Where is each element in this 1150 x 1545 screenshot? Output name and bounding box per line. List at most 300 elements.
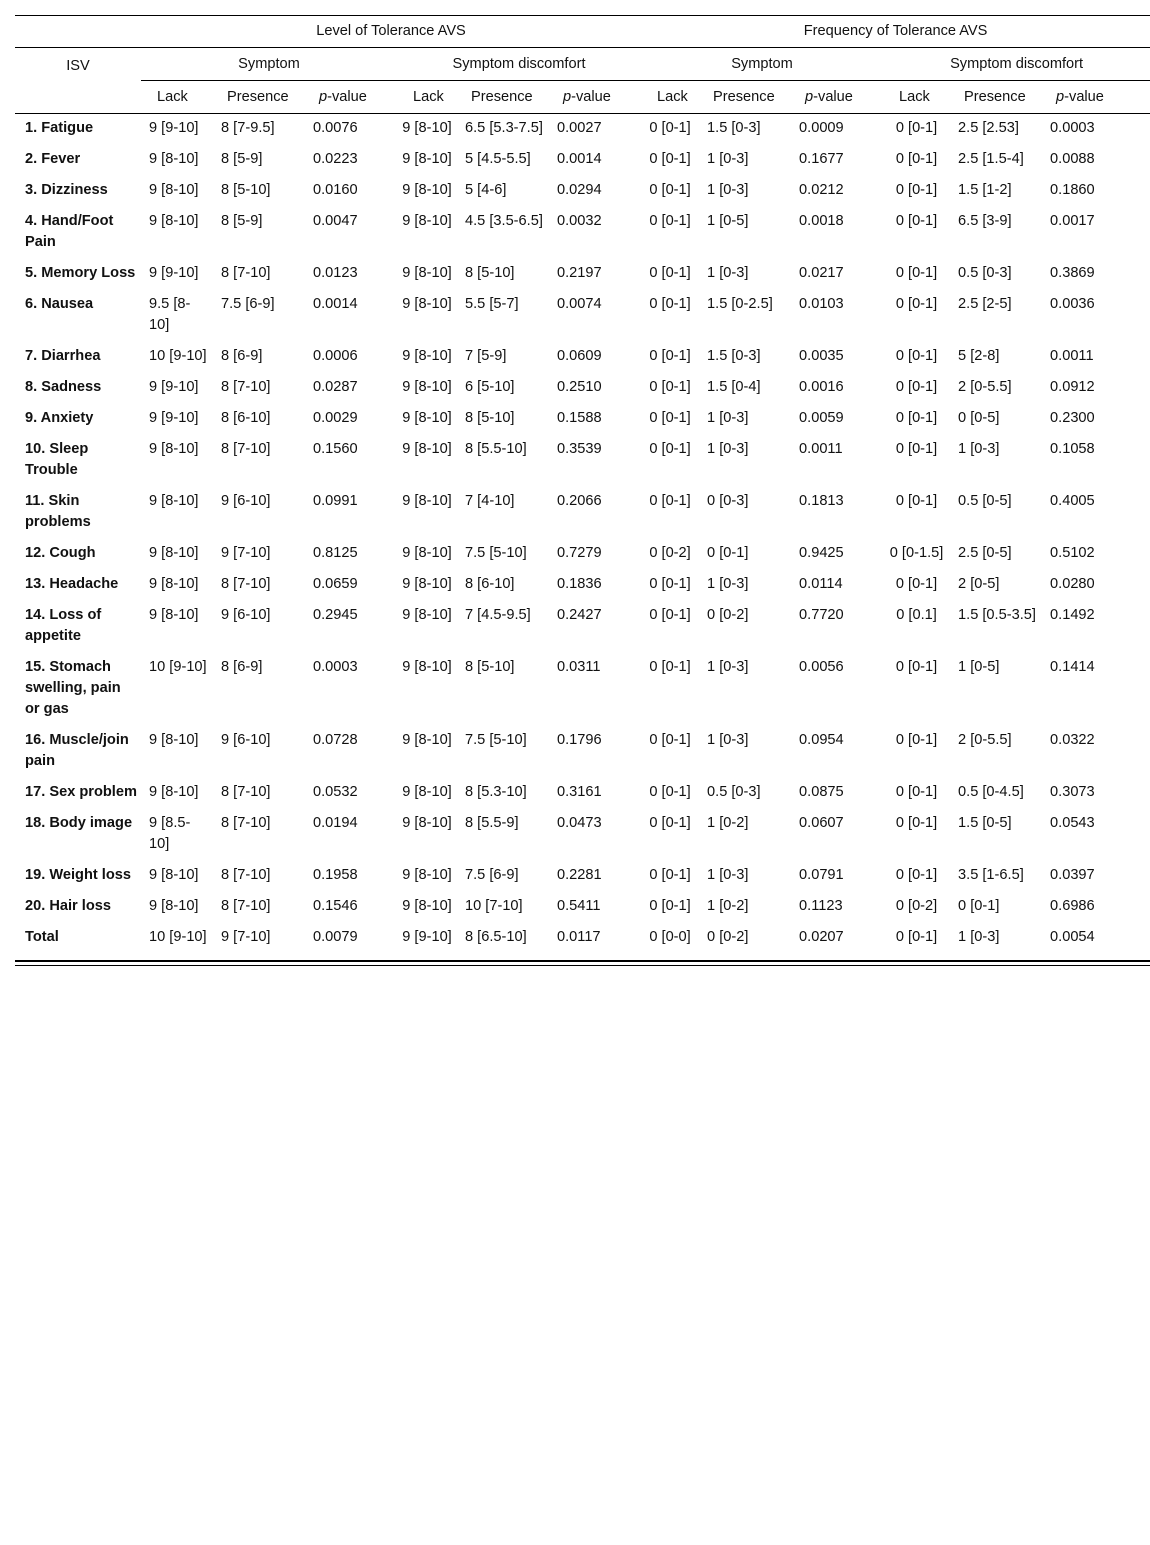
table-cell: 8 [6-9] (221, 659, 263, 675)
table-cell: 9 [8-10] (149, 607, 199, 623)
table-cell: 9 [9-10] (149, 379, 199, 395)
table-cell: 0.0079 (313, 929, 358, 945)
table-cell: 0.4005 (1050, 493, 1095, 509)
table-cell: 0.0991 (313, 493, 358, 509)
table-cell: 2 [0-5] (958, 576, 1000, 592)
table-cell: 0.0160 (313, 182, 358, 198)
table-cell: 5.5 [5-7] (465, 296, 519, 312)
table-cell: 0.3869 (1050, 265, 1095, 281)
table-cell: 0 [0-1] (895, 784, 938, 800)
table-cell: 9 [9-10] (149, 265, 199, 281)
table-cell: 0 [0-1] (895, 151, 938, 167)
table-cell: 8 [5.5-10] (465, 441, 527, 457)
table-cell: 0.3073 (1050, 784, 1095, 800)
table-cell: 9 [8-10] (402, 410, 452, 426)
table-cell: 9 [8-10] (402, 867, 452, 883)
table-cell: 9 [8-10] (402, 182, 452, 198)
table-cell: 0.2945 (313, 607, 358, 623)
table-cell: 9 [8-10] (402, 732, 452, 748)
table-cell: 0.0014 (557, 151, 602, 167)
table-cell: 0.0322 (1050, 732, 1095, 748)
table-bottom-rule (15, 960, 1150, 962)
row-label: 10. Sleep Trouble (25, 441, 89, 478)
table-cell: 0 [0-1] (895, 441, 938, 457)
table-cell: 8 [5-10] (465, 410, 515, 426)
table-cell: 6.5 [3-9] (958, 213, 1012, 229)
col-lack: Lack (397, 81, 457, 114)
table-row (15, 487, 1150, 539)
table-cell: 0.5 [0-5] (958, 493, 1012, 509)
table-cell: 0 [0-1] (895, 296, 938, 312)
table-cell: 0.0728 (313, 732, 358, 748)
table-cell: 1.5 [0-3] (707, 348, 761, 364)
table-cell: 0.1958 (313, 867, 358, 883)
table-cell: 0 [0-2] (707, 929, 749, 945)
row-label: 20. Hair loss (25, 898, 111, 914)
table-cell: 0 [0-1] (649, 815, 691, 831)
table-cell: 0 [0-1] (895, 120, 938, 136)
table-cell: 0.0659 (313, 576, 358, 592)
table-cell: 9 [6-10] (221, 732, 271, 748)
table-cell: 0 [0-1] (895, 348, 938, 364)
table-cell: 8 [5-10] (465, 265, 515, 281)
table-cell: 0 [0-1] (895, 929, 938, 945)
header-blank (15, 15, 141, 48)
table-cell: 0 [0-1] (895, 732, 938, 748)
table-cell: 0.1492 (1050, 607, 1095, 623)
header-row-subgroups (15, 48, 1150, 81)
table-cell: 9 [9-10] (149, 410, 199, 426)
row-label: 2. Fever (25, 151, 81, 167)
table-cell: 0.1546 (313, 898, 358, 914)
table-cell: 0.0074 (557, 296, 602, 312)
table-cell: 0 [0-1] (649, 348, 691, 364)
table-cell: 8 [5.3-10] (465, 784, 527, 800)
table-cell: 2.5 [2.53] (958, 120, 1019, 136)
table-cell: 1 [0-3] (707, 867, 749, 883)
table-cell: 0.0059 (799, 410, 844, 426)
col-p-value: p-value (549, 81, 641, 114)
table-row (15, 892, 1150, 923)
table-cell: 0.3539 (557, 441, 602, 457)
table-cell: 9 [8-10] (402, 607, 452, 623)
table-cell: 0.0047 (313, 213, 358, 229)
table-cell: 0 [0-1] (649, 898, 691, 914)
table-cell: 0.0003 (313, 659, 358, 675)
table-cell: 1 [0-3] (707, 265, 749, 281)
table-cell: 0 [0-1] (649, 265, 691, 281)
table-cell: 1 [0-3] (707, 732, 749, 748)
tolerance-table (15, 15, 1150, 954)
table-cell: 0.2066 (557, 493, 602, 509)
table-cell: 0.0912 (1050, 379, 1095, 395)
table-cell: 0.0294 (557, 182, 602, 198)
table-cell: 9 [8-10] (402, 815, 452, 831)
table-cell: 0.1123 (799, 898, 843, 914)
row-label: 7. Diarrhea (25, 348, 101, 364)
table-cell: 8 [5-10] (221, 182, 271, 198)
table-cell: 8 [5-9] (221, 213, 263, 229)
table-cell: 5 [4-6] (465, 182, 507, 198)
table-cell: 0 [0-1] (649, 493, 691, 509)
table-cell: 0.0035 (799, 348, 844, 364)
table-cell: 0.2510 (557, 379, 602, 395)
table-cell: 0.0032 (557, 213, 602, 229)
table-cell: 1 [0-3] (707, 576, 749, 592)
table-cell: 0 [0-1] (895, 576, 938, 592)
table-cell: 9 [8-10] (149, 576, 199, 592)
level-symptom-header: Symptom (141, 48, 397, 81)
table-cell: 0.0027 (557, 120, 602, 136)
table-cell: 10 [7-10] (465, 898, 523, 914)
table-cell: 9 [7-10] (221, 929, 271, 945)
table-cell: 0 [0-2] (649, 545, 691, 561)
table-cell: 0 [0-0] (649, 929, 691, 945)
table-cell: 0.9425 (799, 545, 844, 561)
table-cell: 8 [7-10] (221, 784, 271, 800)
table-cell: 9 [8-10] (402, 784, 452, 800)
table-cell: 0 [0-1] (895, 815, 938, 831)
row-label: Total (25, 929, 59, 945)
table-cell: 4.5 [3.5-6.5] (465, 213, 543, 229)
table-cell: 0.0397 (1050, 867, 1095, 883)
table-cell: 10 [9-10] (149, 929, 207, 945)
table-cell: 5 [4.5-5.5] (465, 151, 531, 167)
table-cell: 8 [5-9] (221, 151, 263, 167)
table-cell: 0.5 [0-4.5] (958, 784, 1024, 800)
row-label: 19. Weight loss (25, 867, 131, 883)
table-cell: 0.0103 (799, 296, 844, 312)
table-cell: 2.5 [2-5] (958, 296, 1012, 312)
table-row (15, 809, 1150, 861)
row-label: 16. Muscle/join pain (25, 732, 129, 769)
col-presence: Presence (213, 81, 305, 114)
table-cell: 7 [4-10] (465, 493, 515, 509)
table-cell: 8 [5-10] (465, 659, 515, 675)
table-cell: 8 [7-10] (221, 867, 271, 883)
table-cell: 7 [5-9] (465, 348, 507, 364)
table-body (15, 114, 1150, 955)
table-row (15, 653, 1150, 726)
table-cell: 0 [0-1] (895, 493, 938, 509)
table-cell: 7.5 [6-9] (465, 867, 519, 883)
row-label: 15. Stomach swelling, pain or gas (25, 659, 121, 717)
table-cell: 8 [7-10] (221, 441, 271, 457)
table-cell: 9 [8-10] (149, 151, 199, 167)
table-cell: 0.0003 (1050, 120, 1095, 136)
col-p-value: p-value (305, 81, 397, 114)
table-cell: 0.0607 (799, 815, 844, 831)
table-bottom-rule-secondary (15, 965, 1150, 966)
table-cell: 9.5 [8-10] (149, 296, 191, 333)
table-cell: 8 [7-9.5] (221, 120, 275, 136)
table-cell: 0 [0-1] (895, 213, 938, 229)
table-cell: 8 [7-10] (221, 576, 271, 592)
table-cell: 1.5 [0-5] (958, 815, 1012, 831)
table-cell: 0 [0-1] (707, 545, 749, 561)
table-cell: 1 [0-3] (707, 410, 749, 426)
table-cell: 0.0014 (313, 296, 358, 312)
table-cell: 7.5 [5-10] (465, 732, 527, 748)
table-row (15, 176, 1150, 207)
table-cell: 0.0011 (799, 441, 843, 457)
table-cell: 0 [0-2] (707, 607, 749, 623)
table-cell: 8 [7-10] (221, 265, 271, 281)
table-cell: 0 [0-2] (895, 898, 938, 914)
row-label: 9. Anxiety (25, 410, 94, 426)
table-cell: 0.0011 (1050, 348, 1094, 364)
header-row-groups (15, 15, 1150, 48)
table-cell: 0.0029 (313, 410, 358, 426)
table-cell: 0.0088 (1050, 151, 1095, 167)
table-cell: 7.5 [5-10] (465, 545, 527, 561)
table-cell: 0 [0-1] (649, 379, 691, 395)
table-cell: 0 [0-1] (895, 265, 938, 281)
table-cell: 9 [8-10] (402, 576, 452, 592)
table-row (15, 207, 1150, 259)
table-cell: 1.5 [1-2] (958, 182, 1012, 198)
table-cell: 0.8125 (313, 545, 358, 561)
table-cell: 9 [8-10] (402, 441, 452, 457)
table-cell: 0.1058 (1050, 441, 1095, 457)
table-cell: 0.0791 (799, 867, 844, 883)
table-cell: 1.5 [0-3] (707, 120, 761, 136)
row-label: 17. Sex problem (25, 784, 137, 800)
table-cell: 0.1560 (313, 441, 358, 457)
table-cell: 10 [9-10] (149, 659, 207, 675)
table-cell: 9 [8-10] (402, 213, 452, 229)
table-cell: 1 [0-5] (958, 659, 1000, 675)
table-cell: 9 [8-10] (149, 867, 199, 883)
freq-symptom-header: Symptom (641, 48, 883, 81)
table-cell: 9 [8-10] (402, 296, 452, 312)
table-cell: 0 [0-1] (649, 576, 691, 592)
table-cell: 9 [9-10] (149, 120, 199, 136)
table-cell: 0.0076 (313, 120, 358, 136)
table-cell: 2 [0-5.5] (958, 379, 1012, 395)
table-cell: 0 [0-1] (895, 867, 938, 883)
row-label: 8. Sadness (25, 379, 102, 395)
table-cell: 8 [6-10] (465, 576, 515, 592)
table-cell: 0.5411 (557, 898, 601, 914)
table-cell: 9 [6-10] (221, 607, 271, 623)
table-cell: 9 [8-10] (149, 493, 199, 509)
table-cell: 0.0056 (799, 659, 844, 675)
row-label: 3. Dizziness (25, 182, 108, 198)
table-row (15, 570, 1150, 601)
table-cell: 0 [0-1] (649, 182, 691, 198)
table-cell: 8 [5.5-9] (465, 815, 519, 831)
table-cell: 0 [0.1] (896, 607, 937, 623)
table-cell: 6 [5-10] (465, 379, 515, 395)
table-cell: 2 [0-5.5] (958, 732, 1012, 748)
table-cell: 9 [8-10] (402, 120, 452, 136)
table-cell: 9 [6-10] (221, 493, 271, 509)
table-cell: 1.5 [0-4] (707, 379, 761, 395)
table-cell: 9 [8-10] (149, 441, 199, 457)
table-cell: 9 [8-10] (149, 898, 199, 914)
table-cell: 0.5 [0-3] (707, 784, 761, 800)
table-cell: 1 [0-2] (707, 898, 749, 914)
table-cell: 8 [7-10] (221, 898, 271, 914)
table-cell: 9 [8.5-10] (149, 815, 191, 852)
table-row (15, 114, 1150, 146)
table-cell: 0.0009 (799, 120, 844, 136)
table-cell: 0.1836 (557, 576, 602, 592)
table-cell: 2.5 [1.5-4] (958, 151, 1024, 167)
freq-discomfort-header: Symptom discomfort (883, 48, 1150, 81)
table-cell: 0.1414 (1050, 659, 1095, 675)
table-cell: 5 [2-8] (958, 348, 1000, 364)
table-cell: 0.0054 (1050, 929, 1095, 945)
table-cell: 0.0311 (557, 659, 601, 675)
table-cell: 0 [0-1] (649, 607, 691, 623)
table-row (15, 259, 1150, 290)
table-cell: 0 [0-1] (649, 784, 691, 800)
table-cell: 9 [8-10] (149, 784, 199, 800)
table-cell: 0.1860 (1050, 182, 1095, 198)
col-lack: Lack (883, 81, 950, 114)
table-cell: 8 [6-10] (221, 410, 271, 426)
table-cell: 7.5 [6-9] (221, 296, 275, 312)
table-cell: 9 [8-10] (149, 182, 199, 198)
table-cell: 9 [8-10] (402, 493, 452, 509)
table-cell: 0.0212 (799, 182, 844, 198)
table-cell: 9 [8-10] (402, 348, 452, 364)
table-cell: 1 [0-3] (958, 441, 1000, 457)
table-cell: 0.0018 (799, 213, 844, 229)
row-label: 4. Hand/Foot Pain (25, 213, 114, 250)
table-cell: 9 [8-10] (149, 545, 199, 561)
table-cell: 0.0117 (557, 929, 601, 945)
table-cell: 0.0217 (799, 265, 844, 281)
table-cell: 2.5 [0-5] (958, 545, 1012, 561)
table-cell: 0.0207 (799, 929, 844, 945)
table-cell: 9 [8-10] (402, 659, 452, 675)
frequency-group-header: Frequency of Tolerance AVS (641, 15, 1150, 48)
table-row (15, 861, 1150, 892)
table-cell: 0.0114 (799, 576, 843, 592)
table-row (15, 373, 1150, 404)
table-cell: 10 [9-10] (149, 348, 207, 364)
table-cell: 9 [8-10] (402, 379, 452, 395)
table-row (15, 923, 1150, 954)
table-cell: 0.2427 (557, 607, 602, 623)
table-cell: 0 [0-1] (895, 410, 938, 426)
table-cell: 1.5 [0-2.5] (707, 296, 773, 312)
row-label: 12. Cough (25, 545, 96, 561)
table-row (15, 435, 1150, 487)
table-row (15, 342, 1150, 373)
table-cell: 1 [0-5] (707, 213, 749, 229)
table-cell: 9 [8-10] (149, 732, 199, 748)
table-cell: 0.0875 (799, 784, 844, 800)
table-cell: 0 [0-1] (649, 151, 691, 167)
table-cell: 0.0036 (1050, 296, 1095, 312)
table-cell: 0 [0-1] (649, 867, 691, 883)
table-cell: 1 [0-3] (707, 441, 749, 457)
table-cell: 0 [0-1] (649, 441, 691, 457)
table-cell: 0 [0-1] (895, 182, 938, 198)
table-cell: 0 [0-1] (649, 732, 691, 748)
table-cell: 0 [0-1] (649, 410, 691, 426)
table-row (15, 404, 1150, 435)
table-cell: 0.0954 (799, 732, 844, 748)
col-p-value: p-value (1042, 81, 1150, 114)
table-cell: 0 [0-1] (649, 120, 691, 136)
table-row (15, 539, 1150, 570)
table-cell: 0 [0-1] (649, 659, 691, 675)
table-cell: 0.0194 (313, 815, 358, 831)
table-cell: 8 [7-10] (221, 815, 271, 831)
table-cell: 0.0532 (313, 784, 358, 800)
table-cell: 0.2300 (1050, 410, 1095, 426)
table-top-rule (15, 15, 1150, 16)
table-cell: 0.2197 (557, 265, 602, 281)
row-label: 11. Skin problems (25, 493, 91, 530)
table-row (15, 778, 1150, 809)
table-cell: 0.0016 (799, 379, 844, 395)
table-cell: 8 [7-10] (221, 379, 271, 395)
col-presence: Presence (457, 81, 549, 114)
table-cell: 0.7279 (557, 545, 602, 561)
isv-header: ISV (15, 48, 141, 114)
table-cell: 0.1796 (557, 732, 602, 748)
row-label: 14. Loss of appetite (25, 607, 102, 644)
header-row-columns (15, 81, 1150, 114)
table-cell: 0.1677 (799, 151, 844, 167)
table-cell: 0.2281 (557, 867, 602, 883)
table-cell: 7 [4.5-9.5] (465, 607, 531, 623)
table-cell: 0.6986 (1050, 898, 1095, 914)
table-cell: 0.7720 (799, 607, 844, 623)
table-cell: 9 [8-10] (149, 213, 199, 229)
table-cell: 0.1588 (557, 410, 602, 426)
table-cell: 0.0287 (313, 379, 358, 395)
row-label: 18. Body image (25, 815, 133, 831)
table-cell: 0.0609 (557, 348, 602, 364)
table-row (15, 145, 1150, 176)
results-table-container (15, 15, 1150, 954)
table-cell: 0 [0-1.5] (889, 545, 944, 561)
table-cell: 0.3161 (557, 784, 602, 800)
table-cell: 0 [0-3] (707, 493, 749, 509)
table-cell: 0 [0-1] (649, 213, 691, 229)
table-cell: 0.0223 (313, 151, 358, 167)
col-presence: Presence (950, 81, 1042, 114)
table-cell: 1.5 [0.5-3.5] (958, 607, 1036, 623)
table-cell: 1 [0-3] (707, 182, 749, 198)
row-label: 5. Memory Loss (25, 265, 136, 281)
col-lack: Lack (641, 81, 699, 114)
table-cell: 0.5 [0-3] (958, 265, 1012, 281)
table-cell: 0.0006 (313, 348, 358, 364)
col-presence: Presence (699, 81, 791, 114)
table-cell: 0.5102 (1050, 545, 1095, 561)
table-cell: 0.0543 (1050, 815, 1095, 831)
table-cell: 0.0280 (1050, 576, 1095, 592)
table-cell: 9 [8-10] (402, 151, 452, 167)
table-row (15, 601, 1150, 653)
table-row (15, 290, 1150, 342)
table-cell: 0 [0-1] (895, 379, 938, 395)
col-p-value: p-value (791, 81, 883, 114)
table-cell: 0 [0-1] (895, 659, 938, 675)
table-cell: 1 [0-3] (707, 659, 749, 675)
table-cell: 9 [8-10] (402, 265, 452, 281)
level-discomfort-header: Symptom discomfort (397, 48, 641, 81)
row-label: 13. Headache (25, 576, 119, 592)
